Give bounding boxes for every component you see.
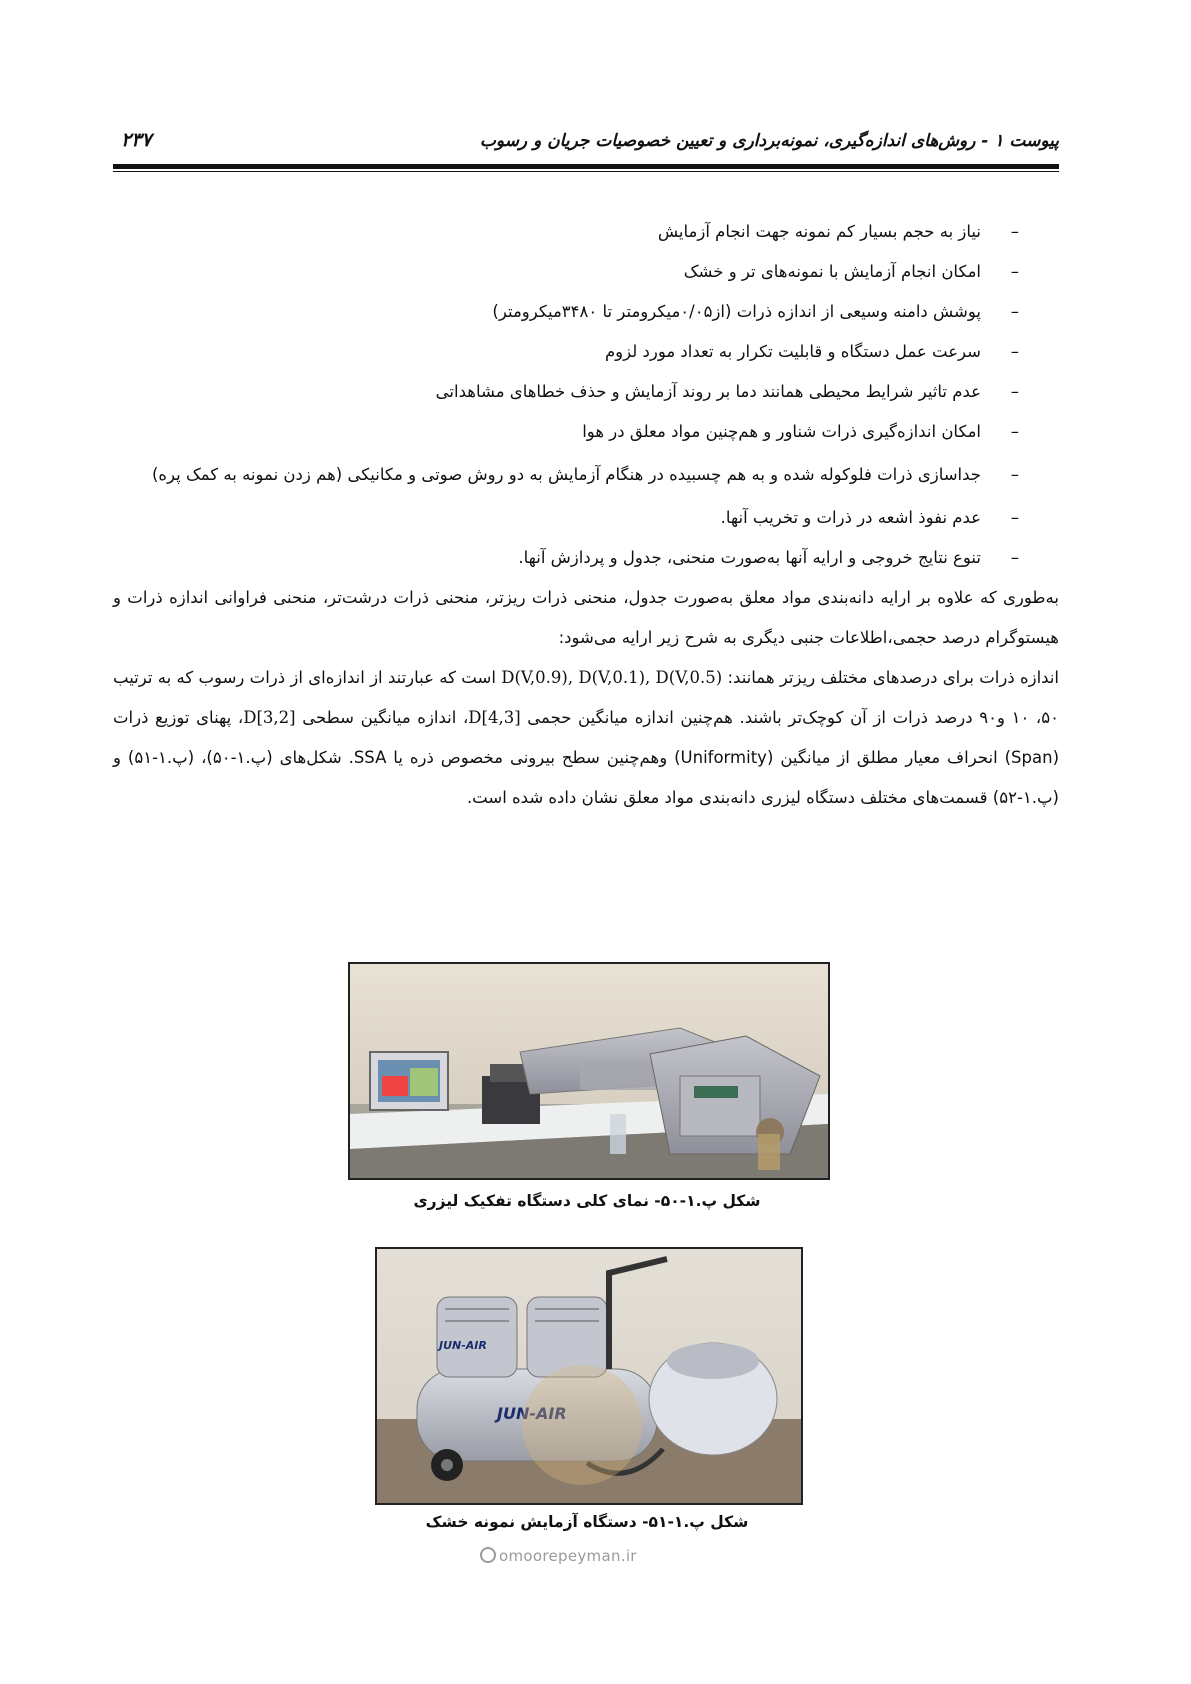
body-content xyxy=(113,212,1059,818)
feature-list xyxy=(113,212,1059,578)
list-item: – سرعت عمل دستگاه و قابلیت تکرار به تعداد مورد لزوم xyxy=(113,332,1059,372)
header-rule-thick xyxy=(113,164,1059,169)
dash-bullet: – xyxy=(1010,222,1019,241)
figure-51-photo xyxy=(375,1247,803,1505)
running-header xyxy=(113,128,1059,168)
figure-50-photo xyxy=(348,962,830,1180)
math-d43: D[4,3] xyxy=(468,708,521,727)
list-item: – امکان اندازه‌گیری ذرات شناور و هم‌چنین مواد معلق در هوا xyxy=(113,412,1059,452)
list-item: – عدم تاثیر شرایط محیطی همانند دما بر روند آزمایش و حذف خطاهای مشاهداتی xyxy=(113,372,1059,412)
list-item: – پوشش دامنه وسیعی از اندازه ذرات (از۰/۰۵میکرومتر تا ۳۴۸۰میکرومتر) xyxy=(113,292,1059,332)
dash-bullet: – xyxy=(1010,302,1019,321)
site-watermark: omoorepeyman.ir xyxy=(480,1547,637,1565)
brand-label-tank: JUN-AIR xyxy=(497,1404,567,1423)
dash-bullet: – xyxy=(1010,422,1019,441)
dash-bullet: – xyxy=(1010,382,1019,401)
dash-bullet: – xyxy=(1010,342,1019,361)
page-number: ۲۳۷ xyxy=(121,129,152,151)
brand-label: JUN-AIR xyxy=(439,1339,487,1352)
math-d-values: D(V,0.9), D(V,0.1), D(V,0.5) xyxy=(501,668,723,687)
header-title: پیوست ۱ - روش‌های اندازه‌گیری، نمونه‌برداری و تعیین خصوصیات جریان و رسوب xyxy=(479,131,1059,151)
list-item: – جداسازی ذرات فلوکوله شده و به هم چسبیده در هنگام آزمایش به دو روش صوتی و مکانیکی (هم زدن نمونه به کمک پره) xyxy=(113,452,1059,498)
dash-bullet: – xyxy=(1010,548,1019,567)
figure-51-caption: شکل پ.۱-۵۱- دستگاه آزمایش نمونه خشک xyxy=(425,1513,749,1531)
dash-bullet: – xyxy=(1010,262,1019,281)
paragraph-outputs: به‌طوری که علاوه بر ارایه دانه‌بندی مواد معلق به‌صورت جدول، منحنی ذرات ریزتر، منحنی ذرات درشت‌تر، منحنی فراوانی اندازه ذرات و هیستوگرام درصد حجمی،اطلاعات جنبی دیگری به شرح زیر ارایه می‌شود: xyxy=(113,588,1059,647)
figure-50-caption: شکل پ.۱-۵۰- نمای کلی دستگاه تفکیک لیزری xyxy=(413,1192,761,1210)
laser-analyzer-image xyxy=(350,964,828,1178)
compressor-image xyxy=(377,1249,801,1503)
math-d32: D[3,2] xyxy=(243,708,296,727)
dash-bullet: – xyxy=(1010,465,1019,484)
at-icon xyxy=(480,1547,496,1563)
header-rule-thin xyxy=(113,171,1059,172)
list-item: – نیاز به حجم بسیار کم نمونه جهت انجام آزمایش xyxy=(113,212,1059,252)
list-item: – تنوع نتایج خروجی و ارایه آنها به‌صورت منحنی، جدول و پردازش آنها. xyxy=(113,538,1059,578)
list-item: – عدم نفوذ اشعه در ذرات و تخریب آنها. xyxy=(113,498,1059,538)
list-item: – امکان انجام آزمایش با نمونه‌های تر و خشک xyxy=(113,252,1059,292)
dash-bullet: – xyxy=(1010,508,1019,527)
paragraph-statistics: اندازه ذرات برای درصدهای مختلف ریزتر همانند: D(V,0.9), D(V,0.1), D(V,0.5) است که عبارتند از اندازه‌ای از ذرات رسوب که به ترتیب ۵۰، ۱۰ و۹۰ درصد ذرات از آن کوچک‌تر باشند. هم‌چنین اندازه میانگین حجمی D[4,3]، اندازه میانگین سطحی D[3,2]، پهنای توزیع ذرات (Span) انحراف معیار مطلق از میانگین (Uniformity) وهم‌چنین سطح بیرونی مخصوص ذره یا SSA. شکل‌های (پ.۱-۵۰)، (پ.۱-۵۱) و (پ.۱-۵۲) قسمت‌های مختلف دستگاه لیزری دانه‌بندی مواد معلق نشان داده شده است. xyxy=(113,668,1060,807)
